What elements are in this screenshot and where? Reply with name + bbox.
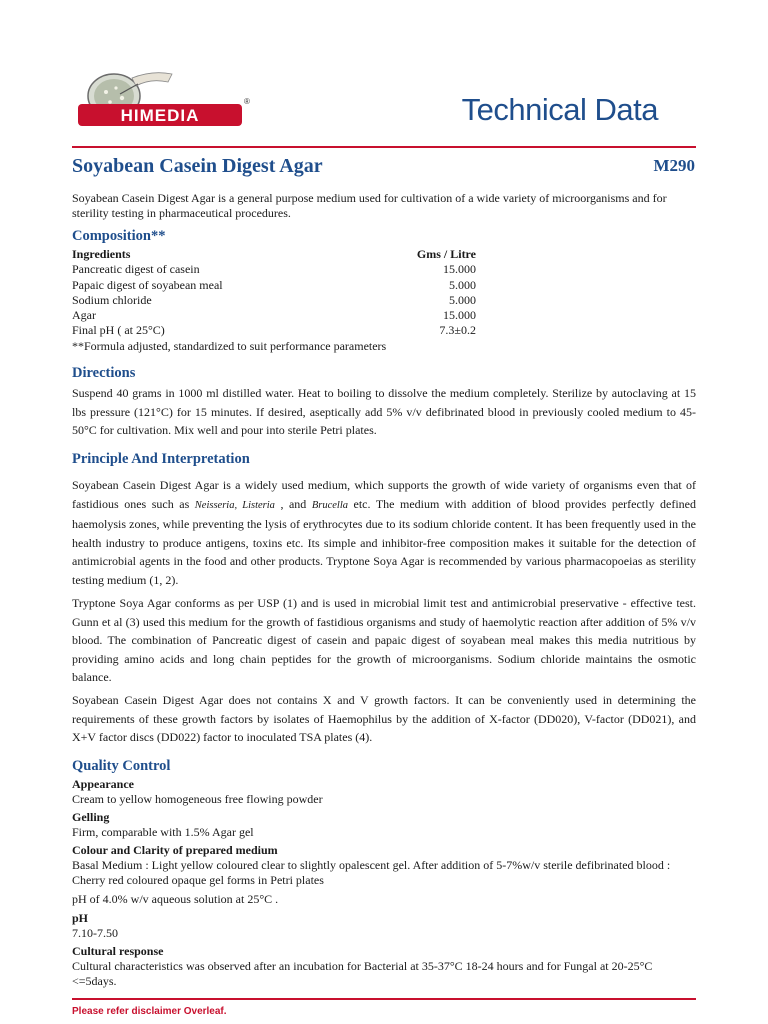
principle-paragraph-1: [72, 476, 696, 589]
composition-row: [72, 262, 476, 277]
composition-header-row: [72, 247, 476, 262]
cultural-response-label: Cultural response: [72, 944, 164, 958]
svg-text:®: ®: [244, 97, 250, 106]
principle-text: , and: [274, 496, 312, 511]
species-names: Neisseria, Listeria: [194, 499, 275, 511]
ph-label: pH: [72, 911, 89, 925]
ingredient-column-header: Ingredients: [72, 247, 131, 261]
directions-text: Suspend 40 grams in 1000 ml distilled water. Heat to boiling to dissolve the medium completely. Sterilize by autoclaving at 15 lbs pressure (121°C) for 15 minutes. If desired, aseptically add 5% v/v defibrinated blood in previously cooled medium to 45-50°C for cultivation. Mix well and pour into sterile Petri plates.: [72, 386, 696, 437]
composition-table: [72, 247, 476, 354]
appearance-label: Appearance: [72, 777, 134, 791]
ph-text: 7.10-7.50: [72, 926, 118, 940]
svg-text:HIMEDIA: HIMEDIA: [120, 106, 200, 125]
composition-heading: Composition**: [72, 228, 166, 244]
ingredient-amount: 15.000: [443, 262, 476, 277]
species-name: Brucella: [311, 499, 348, 511]
himedia-logo: [72, 68, 252, 130]
appearance-text: Cream to yellow homogeneous free flowing powder: [72, 792, 323, 806]
ingredient-amount: 5.000: [449, 277, 476, 292]
ingredient-name: Sodium chloride: [72, 292, 152, 307]
ingredient-amount: 15.000: [443, 308, 476, 323]
principle-paragraph-2: Tryptone Soya Agar conforms as per USP (1) and is used in microbial limit test and antimicrobial preservative - effective test. Gunn et al (3) used this medium for the growth of fastidious organisms and study of haemolytic reaction after addition of 5% v/v blood. The combination of Pancreatic digest of casein and papaic digest of soyabean meal makes this media nutritious by providing amino acids and long chain peptides for the growth of microorganisms. Sodium chloride maintains the osmotic balance.: [72, 596, 696, 684]
principle-text: Soyabean Casein Digest Agar is a widely used medium, which supports the growth of wide variety of organisms even that of fastidious ones such as: [72, 478, 696, 511]
composition-note: **Formula adjusted, standardized to suit performance parameters: [72, 338, 387, 353]
ingredient-name: Papaic digest of soyabean meal: [72, 277, 223, 292]
ingredient-name: Final pH ( at 25°C): [72, 323, 165, 338]
cultural-response-text: Cultural characteristics was observed after an incubation for Bacterial at 35-37°C 18-24 hours and for Fungal at 20-25°C <=5days.: [72, 959, 653, 988]
clarity-label: Colour and Clarity of prepared medium: [72, 843, 278, 857]
ingredient-amount: 5.000: [449, 292, 476, 307]
directions-heading: Directions: [72, 365, 136, 381]
composition-row: [72, 293, 476, 308]
composition-row: [72, 278, 476, 293]
amount-column-header: Gms / Litre: [416, 247, 476, 261]
product-intro: Soyabean Casein Digest Agar is a general purpose medium used for cultivation of a wide variety of microorganisms and for sterility testing in pharmaceutical procedures.: [72, 191, 667, 220]
ingredient-name: Pancreatic digest of casein: [72, 262, 200, 277]
principle-text: etc. The medium with addition of blood provides perfectly defined haemolysis zones, while preventing the lysis of erythrocytes due to its sodium chloride content. It has been frequently used in the health industry to produce antigens, toxins etc. Its simple and inhibitor-free composition makes it suitable for the detection of antimicrobial agents in the food and other products. Tryptone Soya Agar is recommended by various pharmacopoeias as sterility testing medium (1, 2).: [72, 496, 696, 587]
disclaimer-note: Please refer disclaimer Overleaf.: [72, 1006, 227, 1017]
ingredient-amount: 7.3±0.2: [439, 323, 476, 338]
footer-divider: [72, 998, 696, 1000]
clarity-text: Basal Medium : Light yellow coloured clear to slightly opalescent gel. After addition of 5-7%w/v sterile defibrinated blood : Cherry red coloured opaque gel forms in Petri plates: [72, 858, 671, 887]
principle-heading: Principle And Interpretation: [72, 451, 250, 467]
header-divider: [72, 146, 696, 148]
quality-control-heading: Quality Control: [72, 758, 171, 774]
clarity-text-ph: pH of 4.0% w/v aqueous solution at 25°C .: [72, 892, 279, 906]
gelling-text: Firm, comparable with 1.5% Agar gel: [72, 825, 254, 839]
ingredient-name: Agar: [72, 308, 96, 323]
document-type-title: Technical Data: [461, 92, 658, 127]
principle-paragraph-3: Soyabean Casein Digest Agar does not contains X and V growth factors. It can be conveniently used in determining the requirements of these growth factors by isolates of Haemophilus by the addition of X-factor (DD020), V-factor (DD021), and X+V factor discs (DD022) factor to inoculated TSA plates (4).: [72, 693, 696, 744]
product-name: Soyabean Casein Digest Agar: [72, 155, 323, 177]
product-code: M290: [653, 156, 695, 175]
composition-row: [72, 308, 476, 323]
composition-row: [72, 323, 476, 338]
gelling-label: Gelling: [72, 810, 110, 824]
